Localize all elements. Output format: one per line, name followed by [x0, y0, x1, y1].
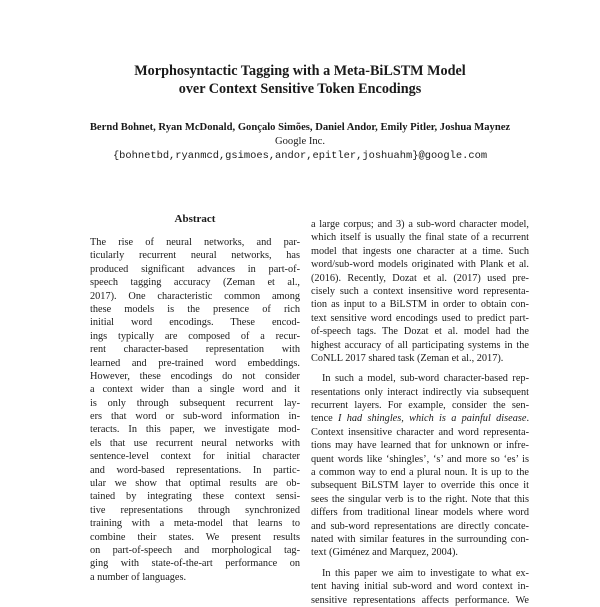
abstract-line: on part-of-speech and morphological tag-: [90, 544, 300, 556]
intro-line: highest accuracy of all participating systems in the: [311, 339, 529, 351]
abstract-line: However, these encodings do not consider: [90, 370, 300, 382]
abstract-line: tained by integrating these context sensi-: [90, 491, 300, 503]
abstract-line: 2017). One characteristic common among: [90, 290, 300, 302]
intro-line: sees the singular verb is to the right. Note that this: [311, 493, 529, 505]
abstract-line: a context wider than a single word and it: [90, 384, 300, 396]
abstract-line: els that use recurrent neural networks with: [90, 437, 300, 449]
abstract-line: training with a meta-model that learns to: [90, 518, 300, 530]
abstract-line: learned and pre-trained word embeddings.: [90, 357, 300, 369]
abstract-line: speech tagging accuracy (Zeman et al.,: [90, 277, 300, 289]
abstract-line: tive representations through synchronized: [90, 504, 300, 516]
abstract-line: teracts. In this paper, we investigate mod-: [90, 424, 300, 436]
intro-line: In this paper we aim to investigate to what ex-: [322, 567, 529, 579]
abstract-line: initial word encodings. These encod-: [90, 317, 300, 329]
intro-line: (2016). Recently, Dozat et al. (2017) used pre-: [311, 272, 529, 284]
example-sentence: I had shingles, which is a painful disease: [338, 413, 527, 425]
abstract-body: [90, 236, 300, 584]
title-line-1: Morphosyntactic Tagging with a Meta-BiLSTM Model: [134, 63, 466, 79]
intro-line: differs from traditional linear models where word: [311, 507, 529, 519]
abstract-line: combine their states. We present results: [90, 531, 300, 543]
abstract-line: sentence-level context for initial character: [90, 451, 300, 463]
abstract-line: ers that word or sub-word information in-: [90, 411, 300, 423]
intro-line: CoNLL 2017 shared task (Zeman et al., 2017).: [311, 352, 504, 364]
intro-line: recurrent layers. For example, consider the sen-: [311, 400, 529, 412]
intro-line: cisely such a context insensitive word representa-: [311, 285, 529, 297]
abstract-line: is only through subsequent recurrent lay-: [90, 397, 300, 409]
intro-line: model that ingests one character at a time. Such: [311, 245, 529, 257]
intro-example-line: [311, 412, 529, 425]
abstract-heading: Abstract: [174, 213, 216, 225]
intro-line: text sensitive word encodings used to predict part-: [311, 312, 529, 324]
abstract-line: produced significant advances in part-of-: [90, 263, 300, 275]
intro-line: quent words like ‘shingles’, ‘s’ and more so ‘es’ is: [311, 453, 529, 465]
intro-line: tions may have learned that for unknown or infre-: [311, 440, 529, 452]
intro-line: a common way to end a plural noun. It is up to the: [311, 467, 529, 479]
abstract-line: a number of languages.: [90, 571, 187, 583]
intro-line: nated with similar features in the surrounding con-: [311, 533, 529, 545]
title-line-2: over Context Sensitive Token Encodings: [178, 81, 422, 97]
intro-line: and sub-word representations are directly concate-: [311, 520, 529, 532]
example-suffix: .: [526, 413, 529, 425]
example-prefix: tence: [311, 413, 339, 425]
abstract-line: ging with state-of-the-art performance on: [90, 558, 300, 570]
abstract-line: rent character-based representation with: [90, 344, 300, 356]
abstract-line: and word-based representations. In partic-: [90, 464, 300, 476]
author-list: Bernd Bohnet, Ryan McDonald, Gonçalo Simões, Daniel Andor, Emily Pitler, Joshua Maynez: [89, 122, 511, 133]
intro-line: Context insensitive character and word representa-: [311, 426, 529, 438]
intro-body: [311, 218, 529, 607]
author-emails: {bohnetbd,ryanmcd,gsimoes,andor,epitler,joshuahm}@google.com: [112, 150, 488, 162]
intro-line: which itself is usually the final state of a recurrent: [311, 232, 529, 244]
intro-line: tent having initial sub-word and word context in-: [311, 581, 529, 593]
abstract-line: these models is the presence of rich: [90, 303, 300, 315]
paper-title: [0, 62, 600, 98]
intro-line: word/sub-word models originated with Plank et al.: [311, 259, 529, 271]
abstract-line: ings typically are composed of a recur-: [90, 330, 300, 342]
abstract-line: ular we show that optimal results are ob-: [90, 478, 300, 490]
intro-line: text (Giménez and Marquez, 2004).: [311, 547, 458, 559]
intro-line: In such a model, sub-word character-based rep-: [322, 373, 529, 385]
abstract-line: The rise of neural networks, and par-: [90, 237, 300, 248]
intro-line: subsequent BiLSTM layer to override this once it: [311, 480, 529, 492]
affiliation: Google Inc.: [274, 136, 325, 147]
intro-line: resentations only interact indirectly via subsequent: [311, 386, 529, 398]
intro-line: sensitive representations affects performance. We: [311, 594, 529, 606]
intro-line: a large corpus; and 3) a sub-word character model,: [311, 219, 529, 230]
intro-line: tion as input to a BiLSTM in order to obtain con-: [311, 299, 529, 311]
intro-line: of-speech tags. The Dozat et al. model had the: [311, 326, 529, 338]
abstract-line: ticularly recurrent neural networks, has: [90, 250, 300, 262]
